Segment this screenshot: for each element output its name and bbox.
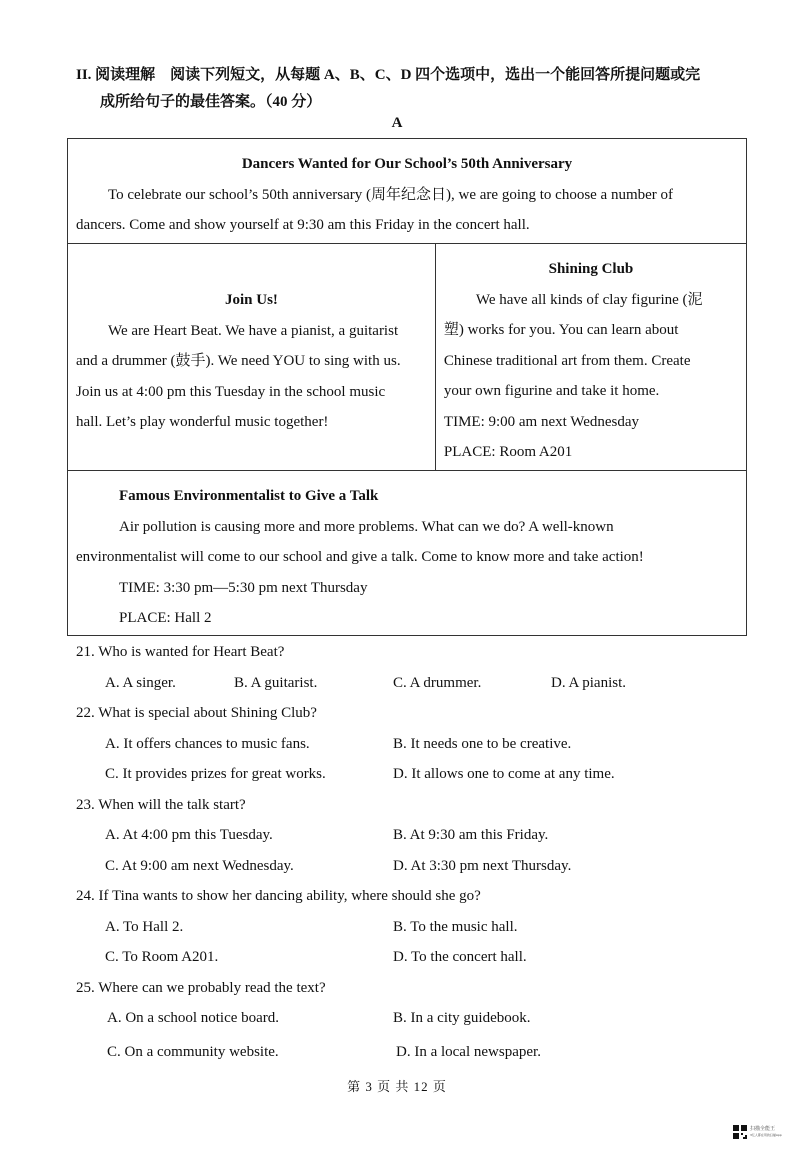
scanner-app-name: 扫描全能王: [750, 1126, 776, 1132]
ad-shining-title: Shining Club: [548, 261, 634, 277]
advertisement-table: [67, 138, 747, 636]
ad-shining-time: TIME: 9:00 am next Wednesday: [443, 413, 640, 430]
q25-option-a: A. On a school notice board.: [107, 1010, 280, 1026]
scanner-app-text: [750, 1126, 782, 1138]
question-25-options-row2: [76, 1037, 756, 1068]
page-number: 第 3 页 共 12 页: [347, 1079, 447, 1094]
question-22-stem: 22. What is special about Shining Club?: [76, 705, 317, 721]
q23-option-a: A. At 4:00 pm this Tuesday.: [105, 827, 273, 843]
ad-talk-title: Famous Environmentalist to Give a Talk: [119, 488, 379, 504]
ad-dancers-line1: To celebrate our school’s 50th anniversary (周年纪念日), we are going to choose a number of: [108, 186, 674, 203]
question-24-options-row2: [76, 942, 756, 973]
question-25-stem: 25. Where can we probably read the text?: [76, 979, 326, 996]
question-23-options-row1: [76, 820, 756, 851]
ad-dancers: [68, 139, 746, 244]
question-22-options-row2: [76, 759, 756, 790]
q23-option-d: D. At 3:30 pm next Thursday.: [393, 857, 572, 874]
q24-option-d: D. To the concert hall.: [393, 949, 527, 965]
qr-code-icon: [733, 1125, 747, 1139]
q24-option-b: B. To the music hall.: [393, 918, 518, 935]
question-23-options-row2: [76, 851, 756, 882]
ad-join-us-line3: Join us at 4:00 pm this Tuesday in the school music: [76, 383, 386, 400]
passage-letter: A: [391, 115, 403, 131]
q21-option-b: B. A guitarist.: [234, 674, 318, 691]
ad-talk-line1: Air pollution is causing more and more problems. What can we do? A well-known: [119, 518, 614, 535]
q23-option-c: C. At 9:00 am next Wednesday.: [105, 857, 294, 874]
q21-option-d: D. A pianist.: [551, 674, 627, 691]
q21-option-c: C. A drummer.: [393, 674, 482, 691]
q21-option-a: A. A singer.: [105, 674, 176, 691]
ad-join-us-line4: hall. Let’s play wonderful music together!: [76, 414, 329, 430]
ad-shining-line3: Chinese traditional art from them. Create: [443, 352, 691, 369]
q25-option-d: D. In a local newspaper.: [396, 1043, 541, 1060]
ad-talk-time: TIME: 3:30 pm—5:30 pm next Thursday: [119, 579, 368, 596]
q22-option-d: D. It allows one to come at any time.: [393, 766, 615, 782]
ad-shining-place: PLACE: Room A201: [443, 444, 573, 460]
ad-dancers-title: Dancers Wanted for Our School’s 50th Anniversary: [241, 156, 573, 172]
question-21-stem: 21. Who is wanted for Heart Beat?: [76, 644, 285, 660]
question-24-options-row1: [76, 912, 756, 943]
ad-join-us-line2: and a drummer (鼓手). We need YOU to sing with us.: [76, 353, 401, 369]
q25-option-b: B. In a city guidebook.: [393, 1010, 531, 1026]
question-list: [76, 637, 756, 1067]
ad-talk: [68, 471, 746, 635]
ad-shining-line4: your own figurine and take it home.: [443, 383, 660, 399]
ad-join-us-title: Join Us!: [224, 292, 278, 308]
question-24-stem: 24. If Tina wants to show her dancing ability, where should she go?: [76, 888, 481, 904]
ad-talk-place: PLACE: Hall 2: [119, 610, 212, 626]
question-22-options-row1: [76, 729, 756, 760]
question-25-options-row1: [76, 1003, 756, 1034]
q24-option-a: A. To Hall 2.: [105, 918, 184, 935]
ad-shining-line1: We have all kinds of clay figurine (泥: [475, 291, 703, 308]
ad-dancers-line2: dancers. Come and show yourself at 9:30 am this Friday in the concert hall.: [76, 217, 530, 233]
q23-option-b: B. At 9:30 am this Friday.: [393, 827, 549, 843]
question-21-options: [76, 668, 756, 699]
ad-row-middle: [68, 244, 746, 471]
scanner-app-logo: [733, 1125, 782, 1139]
section-header: [76, 62, 756, 116]
question-23-stem: 23. When will the talk start?: [76, 796, 246, 813]
section-header-line1: II. 阅读理解 阅读下列短文，从每题 A、B、C、D 四个选项中，选出一个能回答所提问题或完: [76, 67, 701, 83]
q22-option-a: A. It offers chances to music fans.: [105, 735, 310, 752]
ad-join-us: [68, 244, 436, 470]
q22-option-b: B. It needs one to be creative.: [393, 735, 572, 752]
section-header-line2: 成所给句子的最佳答案。（40 分）: [100, 94, 322, 110]
q24-option-c: C. To Room A201.: [105, 949, 219, 965]
scanner-app-tagline: 3亿人都在用的扫描App: [750, 1133, 782, 1137]
q25-option-c: C. On a community website.: [107, 1043, 279, 1060]
ad-join-us-line1: We are Heart Beat. We have a pianist, a guitarist: [108, 322, 399, 339]
q22-option-c: C. It provides prizes for great works.: [105, 766, 326, 782]
ad-shining-line2: 塑) works for you. You can learn about: [443, 322, 679, 338]
ad-talk-line2: environmentalist will come to our school and give a talk. Come to know more and take action!: [76, 549, 644, 565]
ad-shining-club: [436, 244, 746, 470]
